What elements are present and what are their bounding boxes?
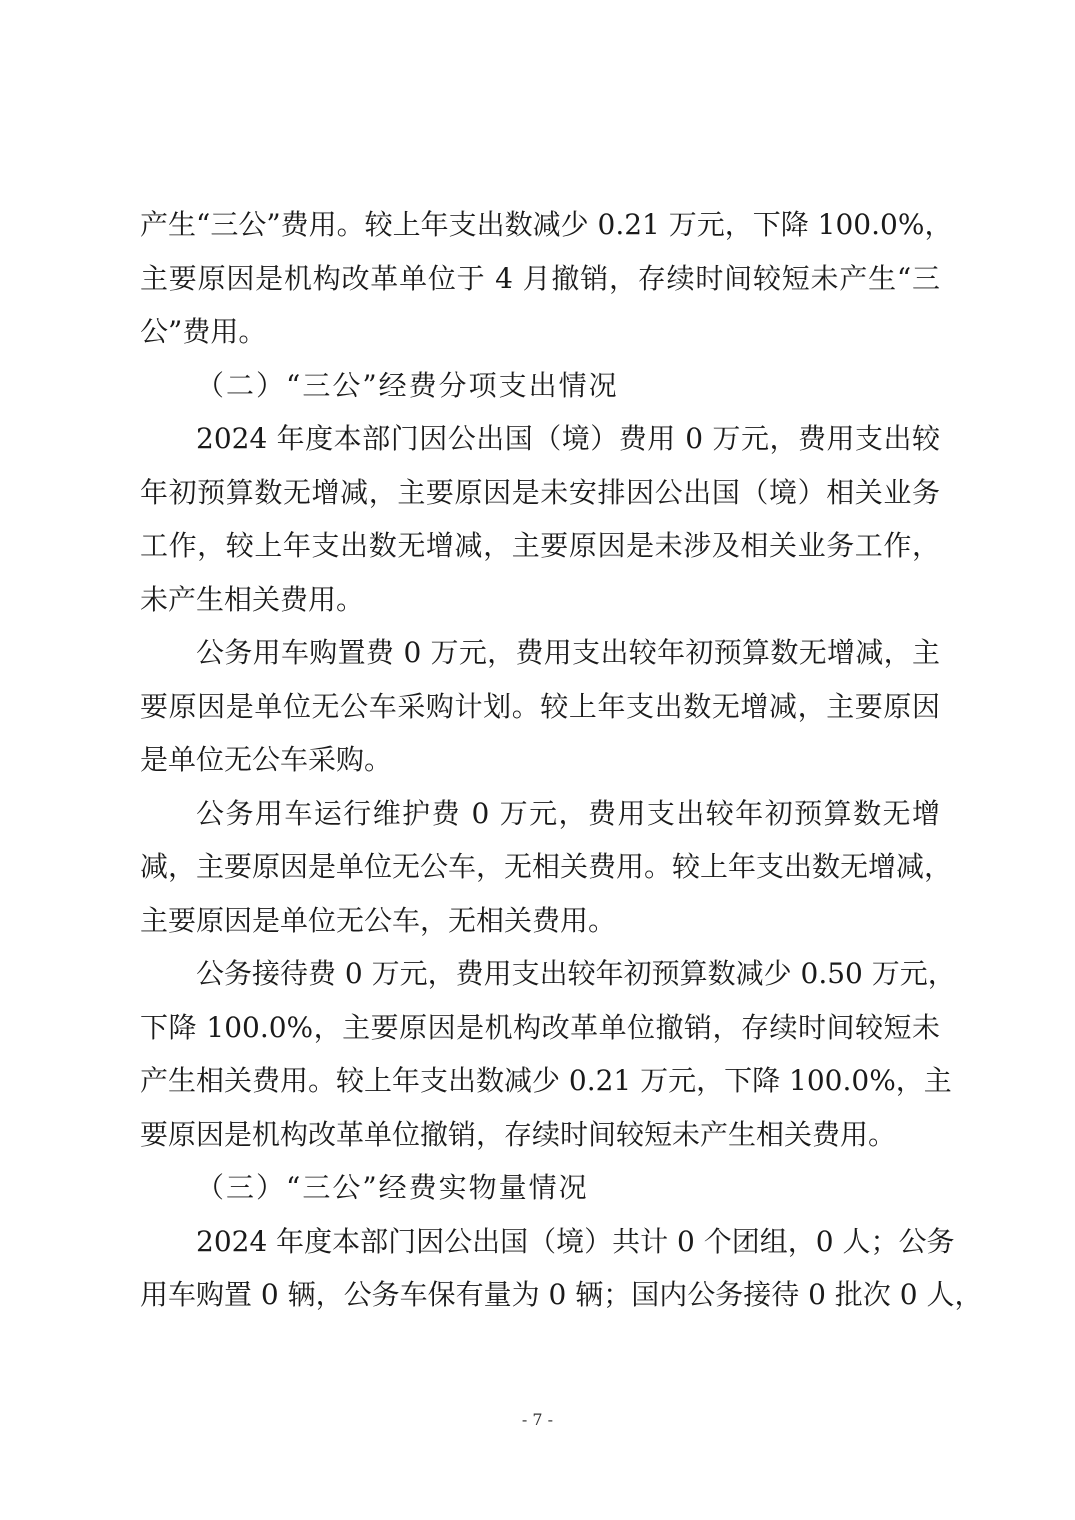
text-line: 主要原因是单位无公车，无相关费用。 — [140, 903, 617, 937]
text-line: 年初预算数无增减，主要原因是未安排因公出国（境）相关业务 — [140, 475, 940, 509]
text-line: 公务用车运行维护费 0 万元，费用支出较年初预算数无增 — [196, 796, 940, 830]
text-line: 主要原因是机构改革单位于 4 月撤销，存续时间较短未产生“三 — [140, 261, 940, 295]
text-line: 工作，较上年支出数无增减，主要原因是未涉及相关业务工作， — [140, 529, 940, 562]
text-line: 减，主要原因是单位无公车，无相关费用。较上年支出数无增减， — [140, 850, 953, 883]
text-line: 要原因是单位无公车采购计划。较上年支出数无增减，主要原因 — [140, 689, 940, 723]
text-line: 产生“三公”费用。较上年支出数减少 0.21 万元，下降 100.0%， — [140, 208, 953, 241]
text-line: 公务用车购置费 0 万元，费用支出较年初预算数无增减，主 — [196, 636, 940, 669]
text-line: 产生相关费用。较上年支出数减少 0.21 万元，下降 100.0%，主 — [140, 1064, 952, 1097]
text-line: 2024 年度本部门因公出国（境）费用 0 万元，费用支出较 — [196, 422, 940, 455]
text-line: 用车购置 0 辆，公务车保有量为 0 辆；国内公务接待 0 批次 0 人， — [140, 1278, 983, 1311]
section-heading: （二）“三公”经费分项支出情况 — [196, 368, 619, 402]
document-body — [140, 198, 983, 1322]
text-line: 2024 年度本部门因公出国（境）共计 0 个团组，0 人；公务 — [196, 1224, 955, 1258]
text-line: 是单位无公车采购。 — [140, 743, 393, 776]
page-number: - 7 - — [521, 1410, 554, 1429]
text-line: 公”费用。 — [140, 315, 267, 348]
text-line: 要原因是机构改革单位撤销，存续时间较短未产生相关费用。 — [140, 1117, 897, 1151]
text-line: 下降 100.0%，主要原因是机构改革单位撤销，存续时间较短未 — [140, 1010, 940, 1044]
text-line: 公务接待费 0 万元，费用支出较年初预算数减少 0.50 万元， — [196, 957, 956, 990]
text-line: 未产生相关费用。 — [140, 582, 365, 616]
section-heading: （三）“三公”经费实物量情况 — [196, 1171, 589, 1204]
